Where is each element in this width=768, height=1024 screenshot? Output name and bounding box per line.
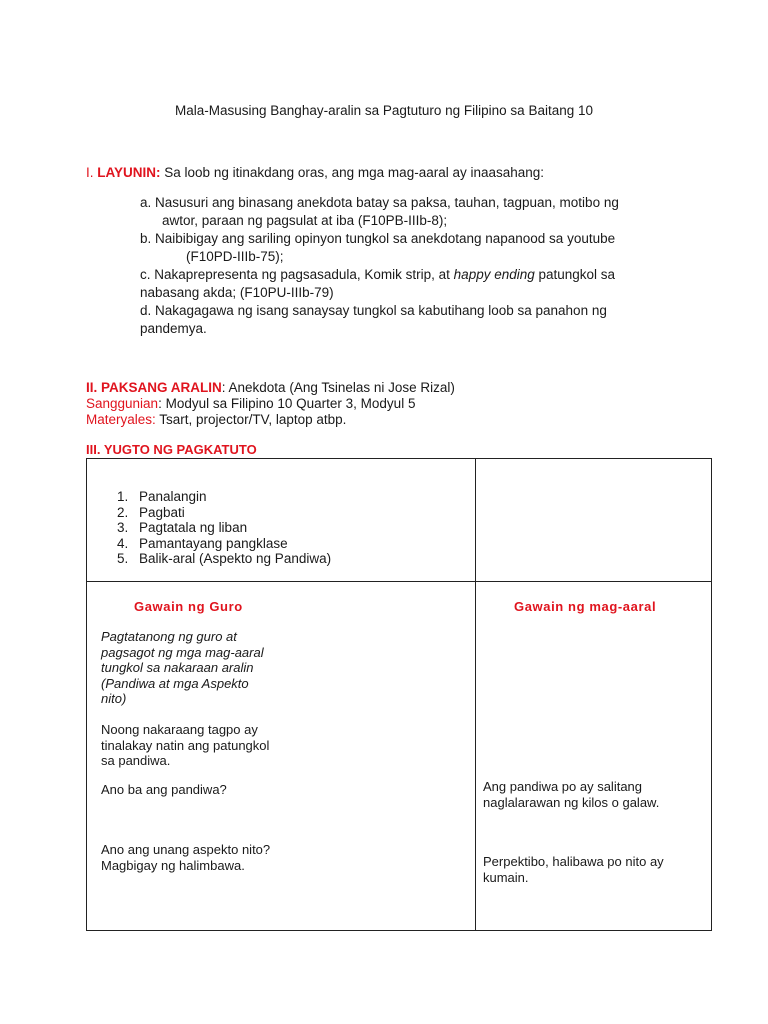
magaaral-column-header: Gawain ng mag-aaral [514, 599, 657, 614]
paksang-aralin-section [86, 380, 455, 428]
objective-c-italic: happy ending [453, 267, 535, 282]
paksang-aralin-text: : Anekdota (Ang Tsinelas ni Jose Rizal) [221, 380, 455, 395]
objective-c-text: c. Nakaprepresenta ng pagsasadula, Komik strip, at [140, 267, 454, 282]
list-text: Balik-aral (Aspekto ng Pandiwa) [139, 551, 332, 566]
page-title: Mala-Masusing Banghay-aralin sa Pagtuturo ng Filipino sa Baitang 10 [175, 103, 593, 118]
objective-a-cont: awtor, paraan ng pagsulat at iba (F10PB-IIIb-8); [162, 213, 448, 228]
table-horizontal-divider [87, 581, 711, 582]
list-item [117, 505, 331, 521]
materyales-text: Tsart, projector/TV, laptop atbp. [155, 412, 347, 427]
lesson-table [86, 458, 712, 931]
text-line: tungkol sa nakaraan aralin [101, 660, 254, 675]
layunin-text: Sa loob ng itinakdang oras, ang mga mag-aaral ay inaasahang: [160, 165, 545, 180]
objective-b-cont: (F10PD-IIIb-75); [186, 249, 284, 264]
guro-column-header: Gawain ng Guro [134, 599, 243, 614]
objective-c-text-end: patungkol sa [534, 267, 616, 282]
preliminary-activities-list [117, 489, 331, 567]
list-text: Pagtatala ng liban [139, 520, 248, 535]
text-line: kumain. [483, 869, 529, 885]
list-item [117, 489, 331, 505]
list-number: 3. [117, 520, 129, 535]
text-line: Pagtatanong ng guro at [101, 629, 237, 644]
text-line: Ano ang unang aspekto nito? [101, 842, 271, 857]
list-item [117, 536, 331, 552]
list-text: Panalangin [139, 489, 207, 504]
sanggunian-label: Sanggunian [86, 396, 159, 411]
text-line: Perpektibo, halibawa po nito ay [483, 854, 664, 869]
paksang-aralin-line [86, 380, 455, 396]
list-number: 2. [117, 504, 129, 520]
magaaral-answer-1 [483, 779, 659, 810]
layunin-label: LAYUNIN: [97, 165, 161, 180]
objectives-list [140, 194, 680, 338]
text-line: (Pandiwa at mga Aspekto [101, 675, 249, 691]
text-line: Ang pandiwa po ay salitang [483, 779, 643, 794]
objective-d: d. Nakagagawa ng isang sanaysay tungkol sa kabutihang loob sa panahon ng [140, 303, 607, 318]
materyales-line [86, 412, 455, 428]
list-item [117, 520, 331, 536]
text-line: sa pandiwa. [101, 753, 171, 768]
sanggunian-text: : Modyul sa Filipino 10 Quarter 3, Modyul 5 [158, 396, 416, 411]
guro-instruction [101, 629, 264, 707]
list-number: 1. [117, 489, 129, 504]
objective-d-cont: pandemya. [140, 321, 207, 336]
yugto-heading: III. YUGTO NG PAGKATUTO [86, 442, 257, 457]
text-line: Magbigay ng halimbawa. [101, 857, 245, 873]
objective-b: b. Naibibigay ang sariling opinyon tungkol sa anekdotang napanood sa youtube [140, 231, 616, 246]
objective-c-cont: nabasang akda; (F10PU-IIIb-79) [140, 285, 334, 300]
paksang-aralin-label: II. PAKSANG ARALIN [86, 380, 222, 395]
guro-question-1: Ano ba ang pandiwa? [101, 782, 227, 797]
layunin-heading [86, 164, 544, 182]
objective-a: a. Nasusuri ang binasang anekdota batay sa paksa, tauhan, tagpuan, motibo ng [140, 195, 619, 210]
list-number: 4. [117, 535, 129, 551]
guro-question-2 [101, 842, 270, 873]
materyales-label: Materyales: [86, 412, 156, 427]
objective-c [140, 266, 680, 284]
text-line: naglalarawan ng kilos o galaw. [483, 794, 660, 810]
list-text: Pagbati [139, 504, 185, 520]
magaaral-answer-2 [483, 854, 664, 885]
table-vertical-divider [475, 459, 476, 930]
text-line: nito) [101, 691, 127, 706]
text-line: pagsagot ng mga mag-aaral [101, 644, 264, 660]
text-line: Noong nakaraang tagpo ay [101, 722, 258, 737]
guro-statement [101, 722, 269, 769]
list-item [117, 551, 331, 567]
sanggunian-line [86, 396, 455, 412]
list-number: 5. [117, 551, 129, 566]
text-line: tinalakay natin ang patungkol [101, 737, 270, 753]
layunin-numeral: I. [86, 165, 98, 180]
list-text: Pamantayang pangklase [139, 535, 288, 551]
